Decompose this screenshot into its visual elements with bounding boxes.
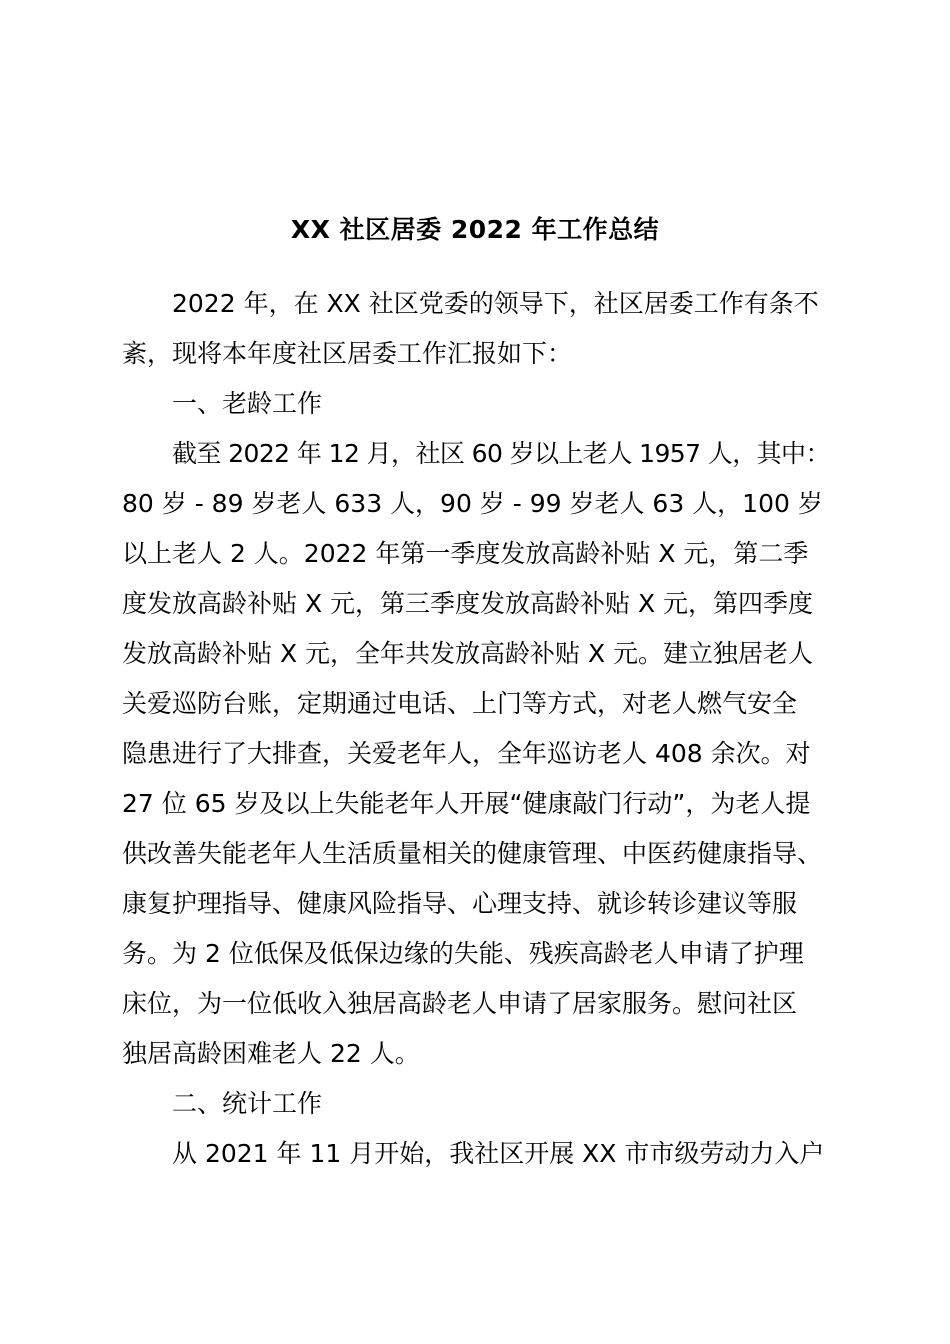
statistics-paragraph-line-1: 从 2021 年 11 月开始，我社区开展 XX 市市级劳动力入户 [172,1139,825,1168]
aging-paragraph-line-13: 独居高龄困难老人 22 人。 [122,1039,420,1068]
aging-paragraph-line-8: 27 位 65 岁及以上失能老年人开展“健康敲门行动”，为老人提 [122,789,811,818]
aging-paragraph-line-5: 发放高龄补贴 X 元，全年共发放高龄补贴 X 元。建立独居老人 [122,639,814,668]
section-heading-aging: 一、老龄工作 [172,389,323,418]
intro-line-2: 紊，现将本年度社区居委工作汇报如下： [122,339,573,368]
aging-paragraph-line-3: 以上老人 2 人。2022 年第一季度发放高龄补贴 X 元，第二季 [122,539,809,568]
aging-paragraph-line-4: 度发放高龄补贴 X 元，第三季度发放高龄补贴 X 元，第四季度 [122,589,814,618]
aging-paragraph-line-1: 截至 2022 年 12 月，社区 60 岁以上老人 1957 人，其中： [172,439,830,468]
intro-line-1: 2022 年，在 XX 社区党委的领导下，社区居委工作有条不 [172,289,819,318]
section-heading-statistics: 二、统计工作 [172,1089,323,1118]
document-title: XX 社区居委 2022 年工作总结 [290,215,660,244]
aging-paragraph-line-2: 80 岁 - 89 岁老人 633 人，90 岁 - 99 岁老人 63 人，100 岁 [122,489,823,518]
aging-paragraph-line-9: 供改善失能老年人生活质量相关的健康管理、中医药健康指导、 [122,839,823,868]
aging-paragraph-line-10: 康复护理指导、健康风险指导、心理支持、就诊转诊建议等服 [122,889,798,918]
aging-paragraph-line-12: 床位，为一位低收入独居高龄老人申请了居家服务。慰问社区 [122,989,798,1018]
aging-paragraph-line-7: 隐患进行了大排查，关爱老年人，全年巡访老人 408 余次。对 [122,739,811,768]
aging-paragraph-line-6: 关爱巡防台账，定期通过电话、上门等方式，对老人燃气安全 [122,689,798,718]
aging-paragraph-line-11: 务。为 2 位低保及低保边缘的失能、残疾高龄老人申请了护理 [122,939,804,968]
